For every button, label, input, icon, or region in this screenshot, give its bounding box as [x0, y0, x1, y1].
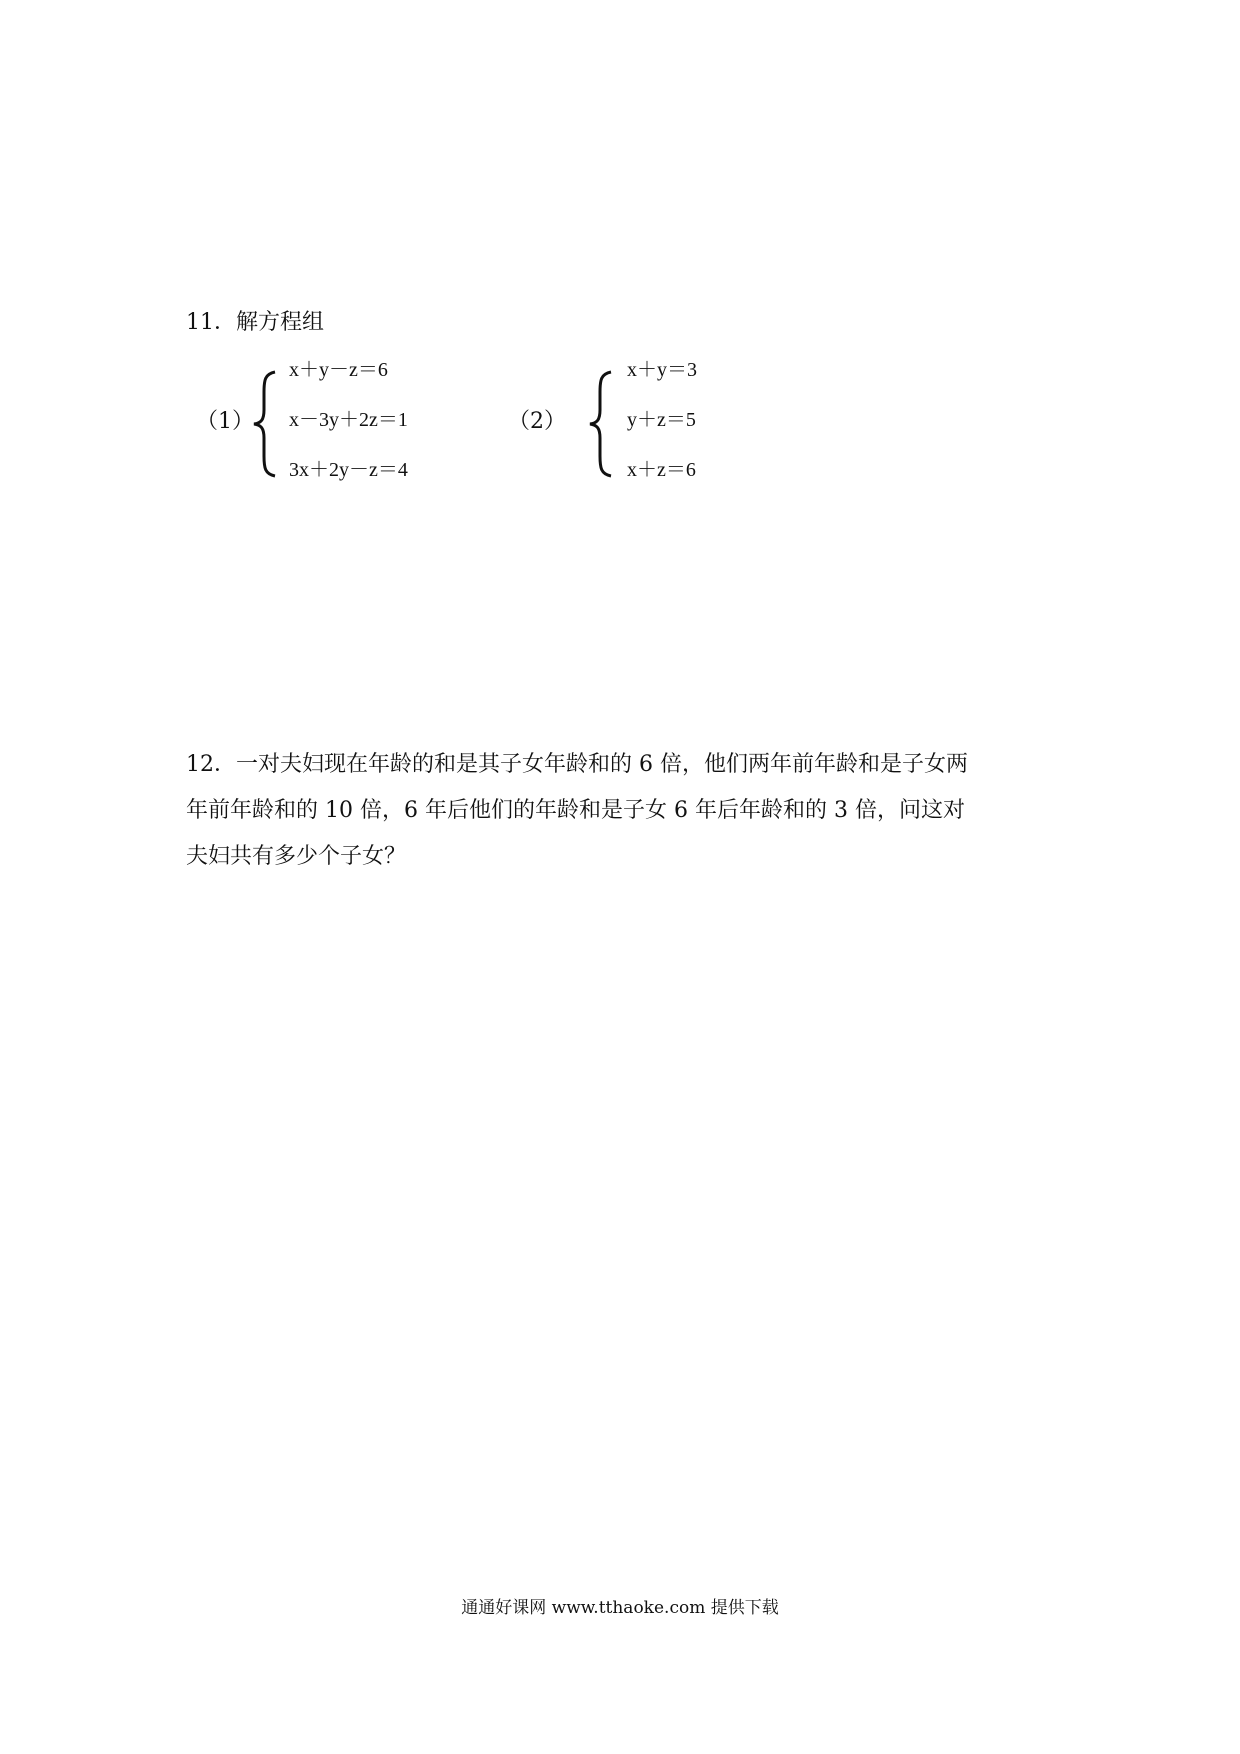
page-footer: 通通好课网 www.tthaoke.com 提供下载 — [461, 1598, 779, 1618]
system-2-equation-1: x＋y＝3 — [627, 359, 697, 381]
question-12-text — [186, 742, 1066, 880]
question-12-line-1: 12．一对夫妇现在年龄的和是其子女年龄和的 6 倍，他们两年前年龄和是子女两 — [186, 752, 968, 777]
system-2-label: （2） — [508, 409, 566, 434]
system-1-label: （1） — [196, 409, 254, 434]
left-curly-brace-icon — [250, 370, 280, 478]
system-1-equation-1: x＋y－z＝6 — [289, 359, 388, 381]
question-12-line-2: 年前年龄和的 10 倍，6 年后他们的年龄和是子女 6 年后年龄和的 3 倍，问这对 — [186, 798, 965, 823]
system-2-equation-3: x＋z＝6 — [627, 459, 696, 481]
question-11-title: 11．解方程组 — [186, 310, 324, 335]
system-1-equation-2: x－3y＋2z＝1 — [289, 409, 408, 431]
question-12-line-3: 夫妇共有多少个子女？ — [186, 844, 407, 869]
left-curly-brace-icon — [586, 370, 616, 478]
system-2-equation-2: y＋z＝5 — [627, 409, 696, 431]
system-1-equation-3: 3x＋2y－z＝4 — [289, 459, 408, 481]
